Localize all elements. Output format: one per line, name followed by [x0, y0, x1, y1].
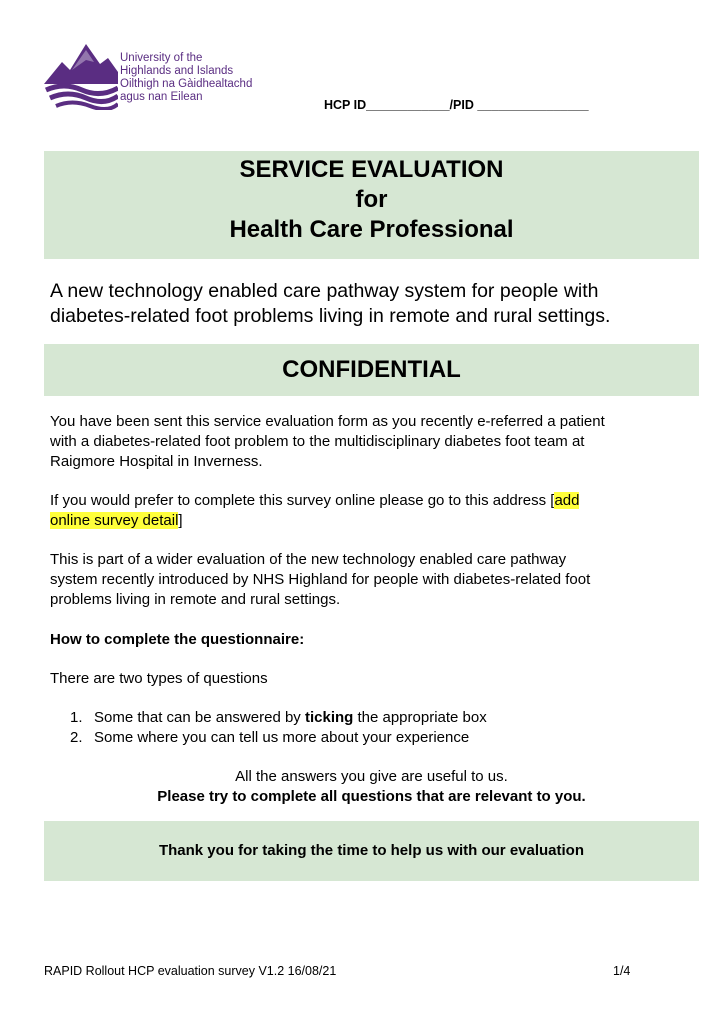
- logo-line: Highlands and Islands: [120, 65, 234, 77]
- evaluation-line: system recently introduced by NHS Highland for people with diabetes-related foot: [50, 571, 591, 588]
- list-bold-text: ticking: [304, 709, 354, 726]
- title-line-2: for: [355, 186, 388, 213]
- logo-line: University of the: [120, 52, 203, 64]
- footer-version: RAPID Rollout HCP evaluation survey V1.2 16/08/21: [44, 964, 337, 978]
- title-banner: [44, 151, 699, 259]
- complete-all-text: Please try to complete all questions that are relevant to you.: [157, 788, 586, 805]
- confidential-label: CONFIDENTIAL: [282, 356, 461, 383]
- hcp-id-field[interactable]: HCP ID____________/PID ________________: [324, 98, 589, 112]
- list-item: [70, 708, 487, 728]
- title-line-1: SERVICE EVALUATION: [239, 156, 504, 183]
- online-survey-text: If you would prefer to complete this survey online please go to this address [: [50, 492, 555, 509]
- question-types-list: [70, 708, 487, 748]
- evaluation-line: This is part of a wider evaluation of the new technology enabled care pathway: [50, 551, 567, 568]
- title-line-3: Health Care Professional: [229, 216, 514, 243]
- subtitle-line-2: diabetes-related foot problems living in remote and rural settings.: [50, 305, 611, 327]
- confidential-banner: [44, 344, 699, 396]
- thanks-banner: [44, 821, 699, 881]
- online-survey-placeholder: add: [554, 492, 580, 509]
- university-logo: [42, 40, 272, 110]
- intro-paragraph: [50, 412, 690, 472]
- intro-line: You have been sent this service evaluation form as you recently e-referred a patient: [50, 413, 605, 430]
- online-survey-paragraph: [50, 491, 690, 531]
- bracket-close: ]: [178, 512, 183, 529]
- evaluation-line: problems living in remote and rural settings.: [50, 591, 341, 608]
- answers-useful-text: All the answers you give are useful to us.: [235, 768, 508, 785]
- logo-line: agus nan Eilean: [120, 91, 203, 103]
- list-number: 1.: [70, 709, 83, 726]
- question-types-intro: There are two types of questions: [50, 670, 268, 687]
- wider-evaluation-paragraph: [50, 550, 690, 610]
- list-text: the appropriate box: [353, 709, 487, 726]
- how-to-heading: How to complete the questionnaire:: [50, 631, 305, 648]
- subtitle: [50, 279, 700, 329]
- logo-wordmark: [120, 52, 280, 104]
- list-text: Some where you can tell us more about your experience: [94, 729, 470, 746]
- footer-page-number: 1/4: [613, 964, 631, 978]
- logo-line: Oilthigh na Gàidhealtachd: [120, 78, 253, 90]
- mountain-wave-logo-icon: [42, 40, 118, 110]
- online-survey-placeholder-cont: online survey detail: [50, 512, 179, 529]
- thanks-text: Thank you for taking the time to help us with our evaluation: [158, 842, 585, 859]
- list-item: [70, 728, 487, 748]
- list-text: Some that can be answered by: [94, 709, 305, 726]
- list-number: 2.: [70, 729, 83, 746]
- subtitle-line-1: A new technology enabled care pathway system for people with: [50, 280, 599, 302]
- intro-line: Raigmore Hospital in Inverness.: [50, 453, 263, 470]
- intro-line: with a diabetes-related foot problem to the multidisciplinary diabetes foot team at: [50, 433, 585, 450]
